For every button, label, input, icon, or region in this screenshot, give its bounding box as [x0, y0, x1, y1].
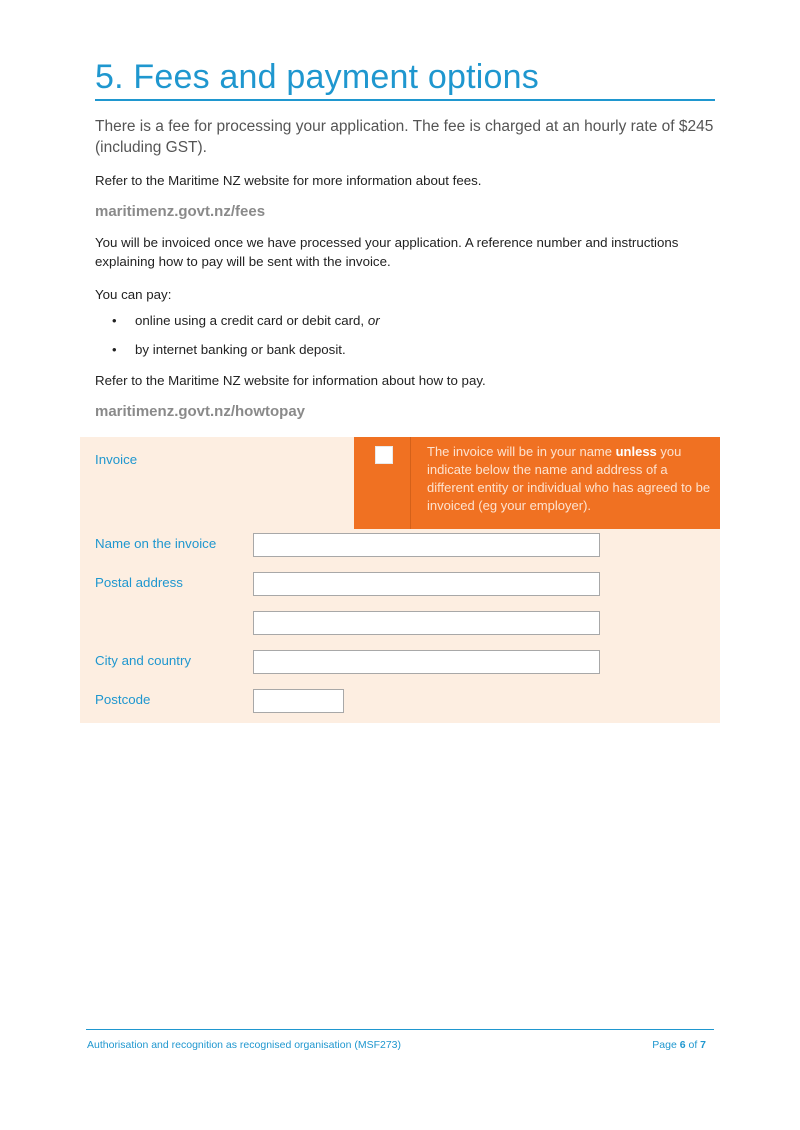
- title-underline: [95, 99, 715, 101]
- invoiced-paragraph: You will be invoiced once we have processed your application. A reference number and instructions explaining how to pay will be sent with the invoice.: [95, 235, 679, 269]
- footer-document-title: Authorisation and recognition as recognised organisation (MSF273): [87, 1039, 402, 1051]
- you-can-pay-text: You can pay:: [95, 287, 172, 302]
- postal-address-line1-field[interactable]: [253, 572, 600, 596]
- postcode-label: Postcode: [95, 692, 151, 707]
- postal-address-line2-field[interactable]: [253, 611, 600, 635]
- footer-page-number: Page 6 of 7: [652, 1039, 706, 1051]
- howtopay-link[interactable]: maritimenz.govt.nz/howtopay: [95, 403, 306, 420]
- footer-divider: [86, 1029, 714, 1030]
- bullet-item-card: online using a credit card or debit card, or: [135, 313, 380, 328]
- page-title: 5. Fees and payment options: [95, 58, 539, 96]
- bullet-dot: •: [112, 313, 117, 328]
- bullet-dot: •: [112, 342, 117, 357]
- name-on-invoice-label: Name on the invoice: [95, 536, 217, 551]
- city-country-label: City and country: [95, 653, 192, 668]
- city-country-field[interactable]: [253, 650, 600, 674]
- intro-paragraph: There is a fee for processing your application. The fee is charged at an hourly rate of $245 (including GST).: [95, 118, 714, 156]
- postcode-field[interactable]: [253, 689, 344, 713]
- refer-fees-paragraph: Refer to the Maritime NZ website for more information about fees.: [95, 173, 482, 188]
- invoice-checkbox[interactable]: [375, 446, 393, 464]
- postal-address-label: Postal address: [95, 575, 183, 590]
- fees-link[interactable]: maritimenz.govt.nz/fees: [95, 203, 266, 220]
- invoice-notice-text: The invoice will be in your name unless you indicate below the name and address of a different entity or individual who has agreed to be invoiced (eg your employer).: [427, 444, 711, 513]
- notice-divider: [410, 437, 411, 529]
- name-on-invoice-field[interactable]: [253, 533, 600, 557]
- invoice-label: Invoice: [95, 452, 138, 467]
- bullet-item-banking: by internet banking or bank deposit.: [135, 342, 346, 357]
- refer-pay-paragraph: Refer to the Maritime NZ website for information about how to pay.: [95, 373, 486, 388]
